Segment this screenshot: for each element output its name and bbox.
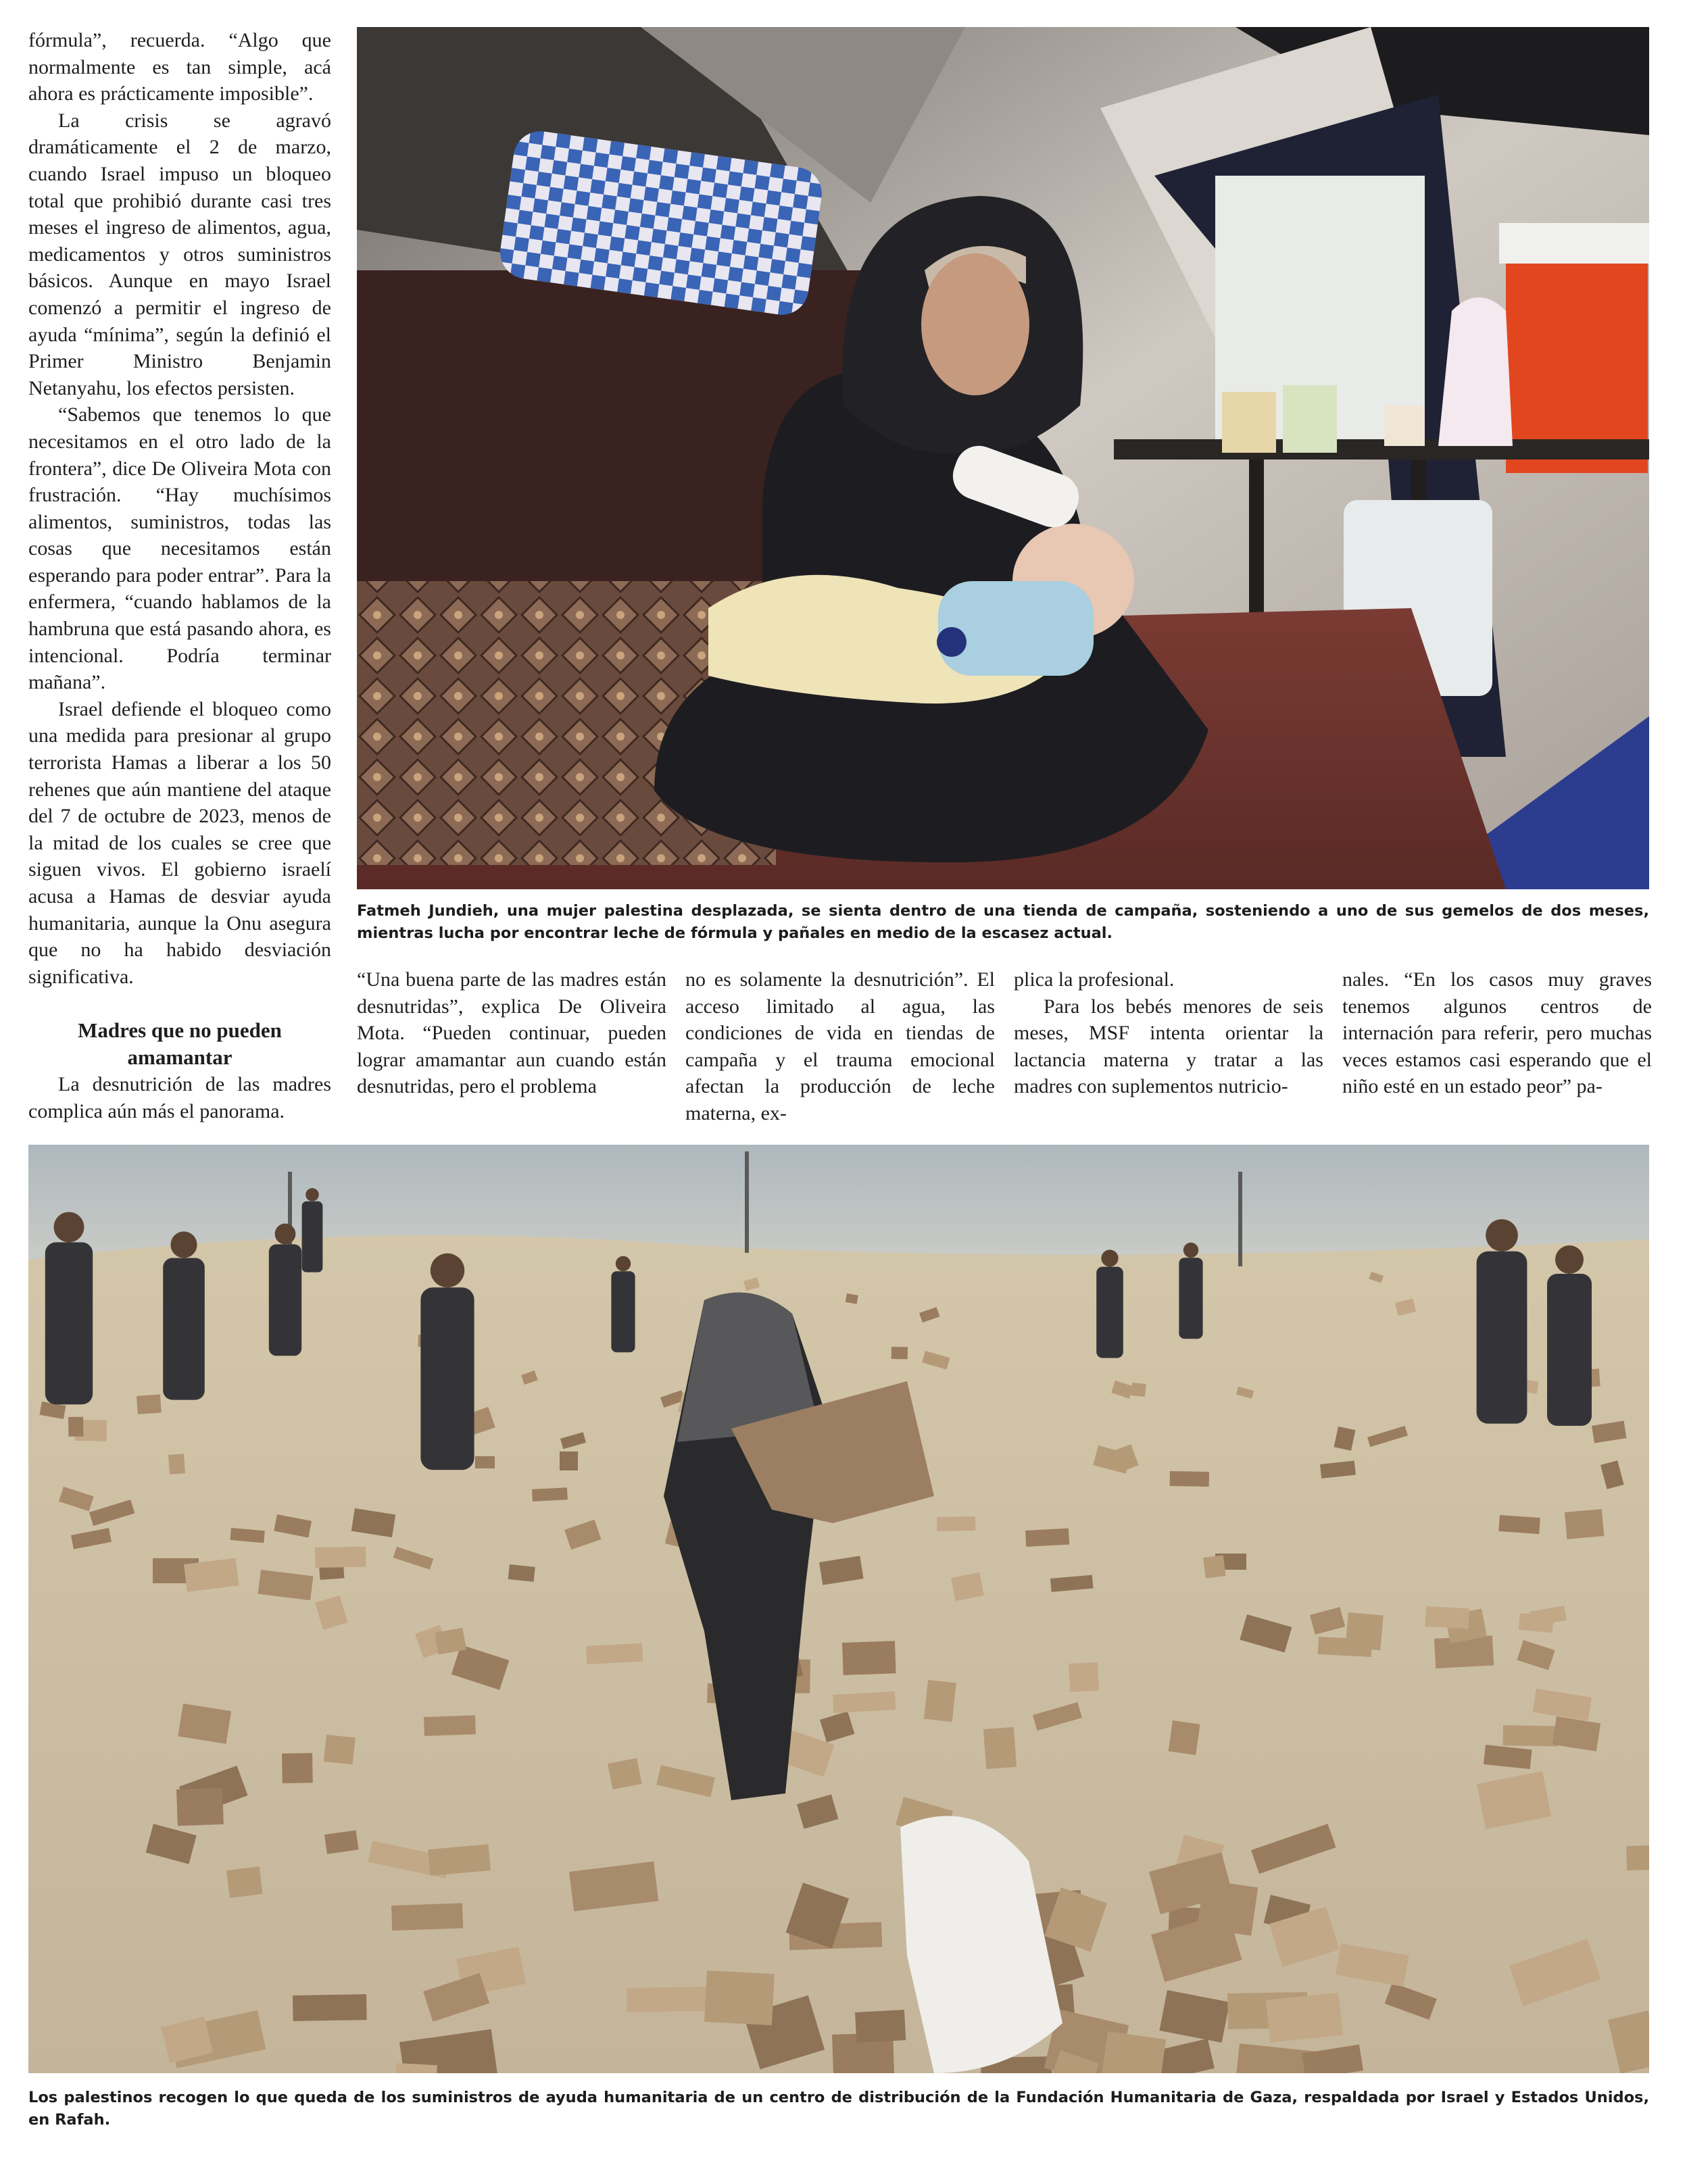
paragraph: Para los bebés menores de seis meses, MSF intenta orientar la lactancia materna y tratar a las madres con suplementos nutricio-	[1014, 995, 1323, 1098]
cardboard-box	[1169, 1720, 1200, 1755]
photo-mother-feeding-baby	[357, 27, 1649, 889]
cardboard-box	[924, 1680, 956, 1722]
cardboard-box	[1025, 1529, 1069, 1547]
cardboard-box	[937, 1516, 975, 1531]
text-column	[357, 966, 666, 1100]
cardboard-box	[1266, 1993, 1343, 2043]
text-column	[1342, 966, 1652, 1100]
cardboard-box	[1626, 1845, 1649, 1870]
cardboard-box	[293, 1994, 367, 2021]
cardboard-box	[1069, 1662, 1099, 1692]
cardboard-box	[833, 1691, 896, 1713]
paragraph: “Sabemos que tenemos lo que necesitamos en el otro lado de la frontera”, dice De Oliveira Mota con frustración. “Hay muchísimos alimentos, suministros, todas las cosas que necesitamos están esperando para poder entrar”. Para la enfermera, “cuando hablamos de la hambruna que está pasando ahora, es intencional. Podría terminar mañana”.	[28, 403, 331, 694]
paragraph: La crisis se agravó dramáticamente el 2 de marzo, cuando Israel impuso un bloqueo total que prohibió durante casi tres meses el ingreso de alimentos, agua, medicamentos y otros suministros básicos. Aunque en mayo Israel comenzó a permitir el ingreso de ayuda “mínima”, según la definió el Primer Ministro Benjamin Netanyahu, los efectos persisten.	[28, 109, 331, 399]
cardboard-box	[176, 1788, 224, 1826]
cardboard-box	[532, 1487, 568, 1502]
cardboard-box	[424, 1715, 476, 1736]
photo-illustration	[28, 1145, 1649, 2073]
cardboard-box	[983, 1727, 1017, 1769]
cardboard-box	[1565, 1509, 1604, 1539]
cardboard-box	[508, 1564, 535, 1582]
cardboard-box	[842, 1641, 896, 1675]
cardboard-box	[226, 1866, 263, 1898]
cardboard-box	[475, 1456, 495, 1468]
cardboard-box	[1170, 1471, 1209, 1487]
subhead: Madres que no pueden amamantar	[78, 1018, 282, 1070]
cardboard-box	[137, 1395, 162, 1414]
cardboard-box	[891, 1347, 908, 1359]
text-column	[1014, 966, 1323, 1100]
cardboard-box	[1502, 1725, 1558, 1746]
cardboard-box	[428, 1844, 491, 1876]
photo-illustration	[357, 27, 1649, 889]
cardboard-box	[68, 1417, 84, 1437]
paragraph: plica la profesional.	[1014, 968, 1175, 991]
paragraph: nales. “En los casos muy graves tenemos algunos centros de internación para referir, pero muchas veces estamos casi esperando que el niño esté en un estado peor” pa-	[1342, 968, 1652, 1098]
cardboard-box	[282, 1753, 313, 1783]
cardboard-box	[704, 1970, 775, 2025]
photo-aid-distribution-site	[28, 1145, 1649, 2073]
text-column	[685, 966, 995, 1127]
cardboard-box	[1425, 1606, 1469, 1629]
paragraph: Israel defiende el bloqueo como una medida para presionar al grupo terrorista Hamas a liberar a los 50 rehenes que aún mantiene del ataque del 7 de octubre de 2023, menos de la mitad de los cuales se cree que siguen vivos. El gobierno israelí acusa a Hamas de desviar ayuda humanitaria, aunque la Onu asegura que no ha habido desviación significativa.	[28, 697, 331, 988]
cardboard-box	[391, 1903, 463, 1931]
cardboard-box	[1498, 1515, 1540, 1534]
cardboard-box	[1519, 1613, 1554, 1633]
paragraph: La desnutrición de las madres complica aún más el panorama.	[28, 1073, 331, 1122]
cardboard-box	[560, 1451, 578, 1470]
cardboard-box	[1131, 1383, 1146, 1397]
cardboard-box	[1318, 1637, 1372, 1657]
cardboard-box	[586, 1643, 643, 1664]
cardboard-box	[608, 1758, 642, 1790]
photo-caption: Los palestinos recogen lo que queda de los suministros de ayuda humanitaria de un centro de distribución de la Fundación Humanitaria de Gaza, respaldada por Israel y Estados Unidos, en Rafah.	[28, 2089, 1649, 2129]
paragraph: fórmula”, recuerda. “Algo que normalmente es tan simple, acá ahora es prácticamente imposible”.	[28, 29, 331, 105]
cardboard-box	[324, 1735, 356, 1764]
cardboard-box	[627, 1987, 710, 2012]
photo-caption: Fatmeh Jundieh, una mujer palestina desplazada, se sienta dentro de una tienda de campaña, sosteniendo a uno de sus gemelos de dos meses, mientras lucha por encontrar leche de fórmula y pañales en medio de la escasez actual.	[357, 902, 1649, 942]
cardboard-box	[168, 1454, 185, 1474]
cardboard-box	[855, 2010, 906, 2043]
cardboard-box	[315, 1547, 366, 1568]
cardboard-box	[1203, 1555, 1226, 1578]
paragraph: no es solamente la desnutrición”. El acceso limitado al agua, las condiciones de vida en tiendas de campaña y el trauma emocional afectan la producción de leche materna, ex-	[685, 968, 995, 1124]
left-column	[28, 27, 331, 1125]
paragraph: “Una buena parte de las madres están desnutridas”, explica De Oliveira Mota. “Pueden continuar, pueden lograr amamantar aun cuando están desnutridas, pero el problema	[357, 968, 666, 1098]
